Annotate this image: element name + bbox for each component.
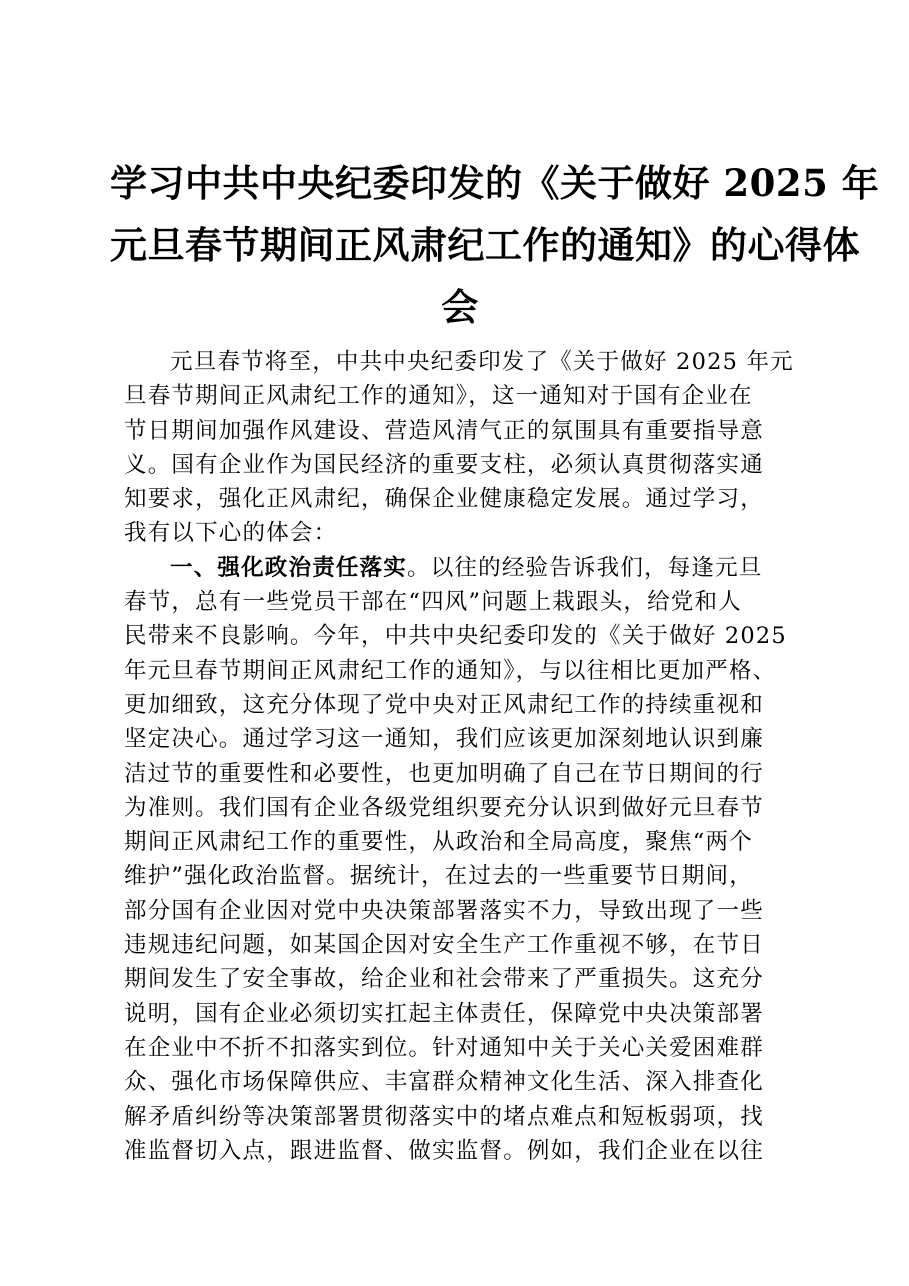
document-title	[110, 152, 880, 338]
paragraph-line: 为准则。我们国有企业各级党组织要充分认识到做好元旦春节	[124, 794, 764, 821]
paragraph-line: 准监督切入点，跟进监督、做实监督。例如，我们企业在以往	[124, 1137, 764, 1164]
paragraph-line: 年元旦春节期间正风肃纪工作的通知》，与以往相比更加严格、	[124, 657, 777, 684]
paragraph-line: 坚定决心。通过学习这一通知，我们应该更加深刻地认识到廉	[124, 726, 764, 753]
section-first-line-text: 。以往的经验告诉我们，每逢元旦	[407, 554, 763, 581]
paragraph-line: 洁过节的重要性和必要性，也更加明确了自己在节日期间的行	[124, 760, 764, 787]
paragraph-line: 更加细致，这充分体现了党中央对正风肃纪工作的持续重视和	[124, 691, 764, 718]
paragraph-line: 维护”强化政治监督。据统计，在过去的一些重要节日期间，	[124, 863, 753, 890]
paragraph-line: 知要求，强化正风肃纪，确保企业健康稳定发展。通过学习，	[124, 486, 764, 513]
paragraph-line: 义。国有企业作为国民经济的重要支柱，必须认真贯彻落实通	[124, 451, 764, 478]
paragraph-line: 众、强化市场保障供应、丰富群众精神文化生活、深入排查化	[124, 1069, 764, 1096]
paragraph-line: 我有以下心的体会：	[124, 520, 338, 547]
title-line: 元旦春节期间正风肃纪工作的通知》的心得体	[110, 223, 860, 267]
paragraph-line: 在企业中不折不扣落实到位。针对通知中关于关心关爱困难群	[124, 1034, 764, 1061]
paragraph-line: 春节，总有一些党员干部在“四风”问题上栽跟头，给党和人	[124, 589, 742, 616]
paragraph-line: 节日期间加强作风建设、营造风清气正的氛围具有重要指导意	[124, 417, 764, 444]
section-heading: 一、强化政治责任落实	[170, 554, 408, 581]
paragraph-line: 期间发生了安全事故，给企业和社会带来了严重损失。这充分	[124, 966, 764, 993]
paragraph-line: 期间正风肃纪工作的重要性，从政治和全局高度，聚焦“两个	[124, 829, 753, 856]
section-first-line	[124, 551, 814, 585]
title-line: 会	[441, 285, 479, 329]
paragraph-line: 部分国有企业因对党中央决策部署落实不力，导致出现了一些	[124, 897, 764, 924]
title-line: 学习中共中央纪委印发的《关于做好 2025 年	[110, 161, 880, 205]
paragraph-line: 旦春节期间正风肃纪工作的通知》，这一通知对于国有企业在	[124, 383, 753, 410]
paragraph-line: 说明，国有企业必须切实扛起主体责任，保障党中央决策部署	[124, 1000, 764, 1027]
document-body	[124, 345, 814, 1168]
paragraph-line: 违规违纪问题，如某国企因对安全生产工作重视不够，在节日	[124, 932, 764, 959]
paragraph-line: 解矛盾纠纷等决策部署贯彻落实中的堵点难点和短板弱项，找	[124, 1103, 764, 1130]
paragraph-line: 民带来不良影响。今年，中共中央纪委印发的《关于做好 2025	[124, 623, 787, 650]
paragraph-line: 元旦春节将至，中共中央纪委印发了《关于做好 2025 年元	[170, 349, 794, 375]
